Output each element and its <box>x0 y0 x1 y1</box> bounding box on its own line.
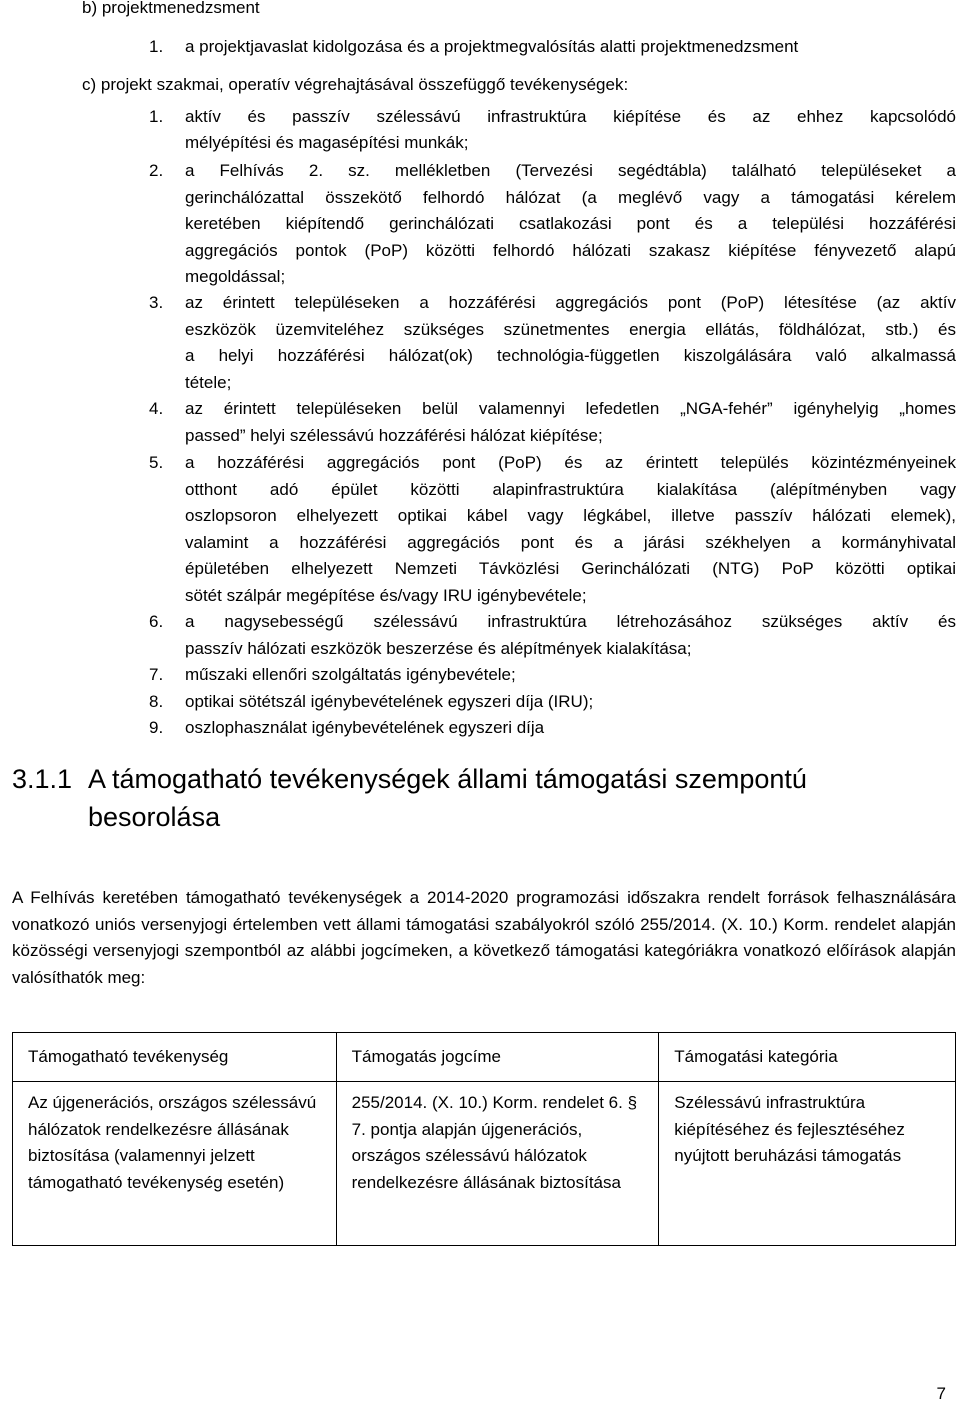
list-item-line: megoldással; <box>185 267 286 286</box>
list-item-number: 5. <box>149 453 164 472</box>
section-c-label: c) projekt szakmai, operatív végrehajtásával összefüggő tevékenységek: <box>82 75 629 94</box>
list-item-line: a helyi hozzáférési hálózat(ok) technológia-független kiszolgálására való alkalmassá <box>185 346 956 365</box>
list-item-number: 2. <box>149 161 164 180</box>
section-b-label: b) projektmenedzsment <box>82 0 260 17</box>
table-header-cell: Támogatási kategória <box>659 1033 956 1082</box>
list-item-line: a hozzáférési aggregációs pont (PoP) és az érintett település közintézményeinek <box>185 453 956 472</box>
page-number: 7 <box>936 1384 946 1403</box>
list-item-line: tétele; <box>185 373 232 392</box>
list-item-line: valamint a hozzáférési aggregációs pont és a járási székhelyen a kormányhivatal <box>185 533 956 552</box>
heading-number: 3.1.1 <box>12 764 73 794</box>
table-header-row <box>13 1033 956 1082</box>
list-item-line: az érintett településeken a hozzáférési aggregációs pont (PoP) létesítése (az aktív <box>185 293 956 312</box>
list-item-line: eszközök üzemviteléhez szükséges szünetmentes energia ellátás, földhálózat, stb.) és <box>185 320 956 339</box>
list-item-line: az érintett településeken belül valamennyi lefedetlen „NGA-fehér” igényhelyig „homes <box>185 399 956 418</box>
table-cell: Az újgenerációs, országos szélessávú hálózatok rendelkezésre állásának biztosítása (valamennyi jelzett támogatható tevékenység esetén) <box>13 1082 337 1246</box>
list-item-number: 8. <box>149 692 164 711</box>
list-item-line: passzív hálózati eszközök beszerzése és alépítmények kialakítása; <box>185 639 692 658</box>
list-item-number: 1. <box>149 37 164 56</box>
list-item-line: sötét szálpár megépítése és/vagy IRU igénybevétele; <box>185 586 587 605</box>
list-item-line: a nagysebességű szélessávú infrastruktúra létrehozásához szükséges aktív és <box>185 612 956 631</box>
list-item-number: 6. <box>149 612 164 631</box>
list-item-line: otthont adó épület közötti alapinfrastruktúra kialakítása (alépítményben vagy <box>185 480 956 499</box>
support-table <box>12 1032 956 1246</box>
list-item-line: épületében elhelyezett Nemzeti Távközlési Gerinchálózati (NTG) PoP közötti optikai <box>185 559 956 578</box>
list-item-number: 9. <box>149 718 164 737</box>
list-item-number: 1. <box>149 107 164 126</box>
list-item-number: 3. <box>149 293 164 312</box>
table-cell: Szélessávú infrastruktúra kiépítéséhez és fejlesztéséhez nyújtott beruházási támogatás <box>659 1082 956 1246</box>
list-item-line: passed” helyi szélessávú hozzáférési hálózat kiépítése; <box>185 426 603 445</box>
table-row <box>13 1082 956 1246</box>
list-item-line: mélyépítési és magasépítési munkák; <box>185 133 469 152</box>
list-item-line: keretében kiépítendő gerinchálózati csatlakozási pont és a települési hozzáférési <box>185 214 956 233</box>
list-item-number: 7. <box>149 665 164 684</box>
heading-line-2: besorolása <box>88 802 221 832</box>
intro-paragraph: A Felhívás keretében támogatható tevékenységek a 2014-2020 programozási időszakra rendelt források felhasználására vonatkozó uniós versenyjogi értelemben vett állami támogatási szabályokról szóló 255/2014. (X. 10.) Korm. rendelet alapján közösségi versenyjogi szempontból az alábbi jogcímeken, a következő támogatási kategóriákra vonatkozó előírások alapján valósíthatók meg: <box>12 888 956 987</box>
list-item-text: a projektjavaslat kidolgozása és a projektmegvalósítás alatti projektmenedzsment <box>185 37 799 56</box>
table-header-cell: Támogatás jogcíme <box>336 1033 659 1082</box>
list-item-line: oszlophasználat igénybevételének egyszeri díja <box>185 718 545 737</box>
list-item-line: aggregációs pontok (PoP) közötti felhordó hálózati szakasz kiépítése fényvezető alapú <box>185 241 956 260</box>
list-item-line: a Felhívás 2. sz. mellékletben (Tervezési segédtábla) található településeket a <box>185 161 956 180</box>
table-cell: 255/2014. (X. 10.) Korm. rendelet 6. § 7. pontja alapján újgenerációs, országos szélessávú hálózatok rendelkezésre állásának biztosítása <box>336 1082 659 1246</box>
heading-line-1: A támogatható tevékenységek állami támogatási szempontú <box>88 764 807 794</box>
list-item-line: optikai sötétszál igénybevételének egyszeri díja (IRU); <box>185 692 594 711</box>
list-item-number: 4. <box>149 399 164 418</box>
table-header-cell: Támogatható tevékenység <box>13 1033 337 1082</box>
list-item-line: aktív és passzív szélessávú infrastruktúra kiépítése és az ehhez kapcsolódó <box>185 107 956 126</box>
list-item-line: oszlopsoron elhelyezett optikai kábel vagy légkábel, illetve passzív hálózati elemek), <box>185 506 956 525</box>
list-item-line: gerinchálózattal összekötő felhordó hálózat (a meglévő vagy a támogatási kérelem <box>185 188 956 207</box>
list-item-line: műszaki ellenőri szolgáltatás igénybevétele; <box>185 665 516 684</box>
